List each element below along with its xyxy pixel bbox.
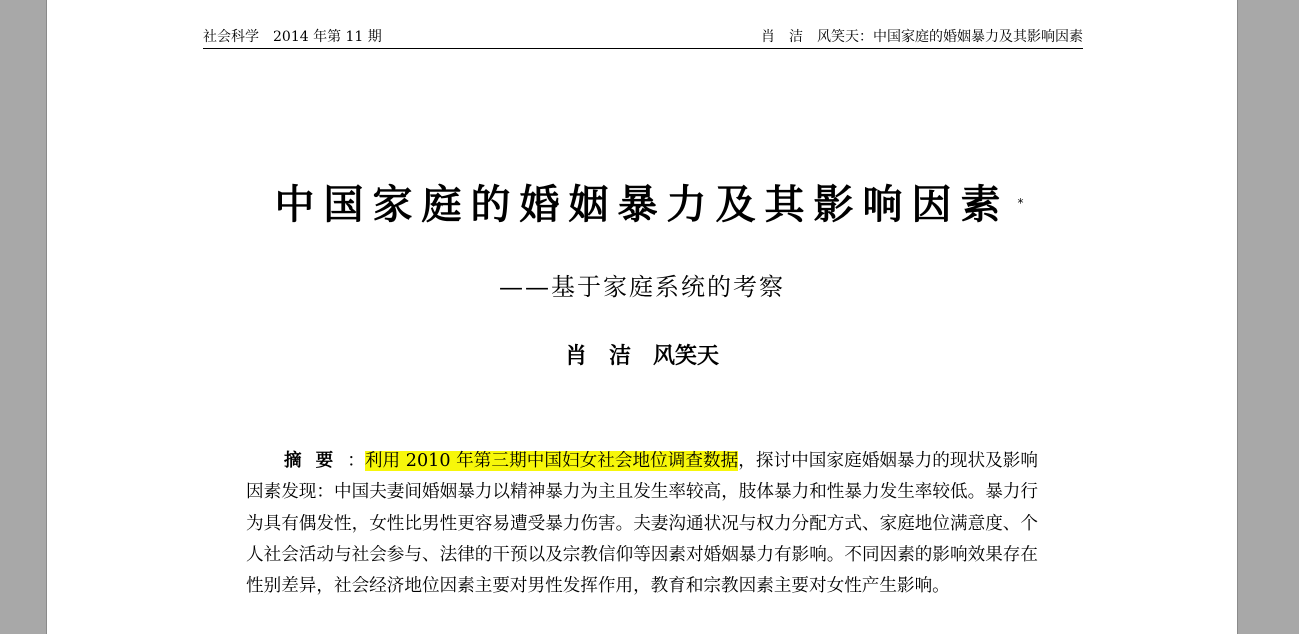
document-page — [46, 0, 1238, 634]
abstract-colon: ： — [347, 451, 365, 471]
abstract-body: ，探讨中国家庭婚姻暴力的现状及影响因素发现：中国夫妻间婚姻暴力以精神暴力为主且发生率较高，肢体暴力和性暴力发生率较低。暴力行为具有偶发性，女性比男性更容易遭受暴力伤害。夫妻沟通状况与权力分配方式、家庭地位满意度、个人社会活动与社会参与、法律的干预以及宗教信仰等因素对婚姻暴力有影响。不同因素的影响效果存在性别差异，社会经济地位因素主要对男性发挥作用，教育和宗教因素主要对女性产生影响。 — [246, 451, 1038, 597]
running-header — [203, 26, 1083, 49]
journal-issue: 社会科学 2014 年第 11 期 — [203, 29, 382, 45]
article-subtitle: ——基于家庭系统的考察 — [499, 273, 785, 301]
abstract-paragraph — [246, 446, 1038, 602]
article-title-text: 中国家庭的婚姻暴力及其影响因素 — [274, 182, 1010, 228]
article-title — [274, 172, 1024, 238]
title-footnote-marker[interactable]: * — [1017, 196, 1024, 210]
abstract-label: 摘要 — [284, 451, 348, 471]
running-title: 肖 洁 风笑天：中国家庭的婚姻暴力及其影响因素 — [761, 29, 1083, 45]
highlighted-text[interactable]: 利用 2010 年第三期中国妇女社会地位调查数据 — [364, 451, 739, 471]
title-block — [47, 172, 1237, 238]
article-authors: 肖 洁 风笑天 — [564, 344, 719, 369]
